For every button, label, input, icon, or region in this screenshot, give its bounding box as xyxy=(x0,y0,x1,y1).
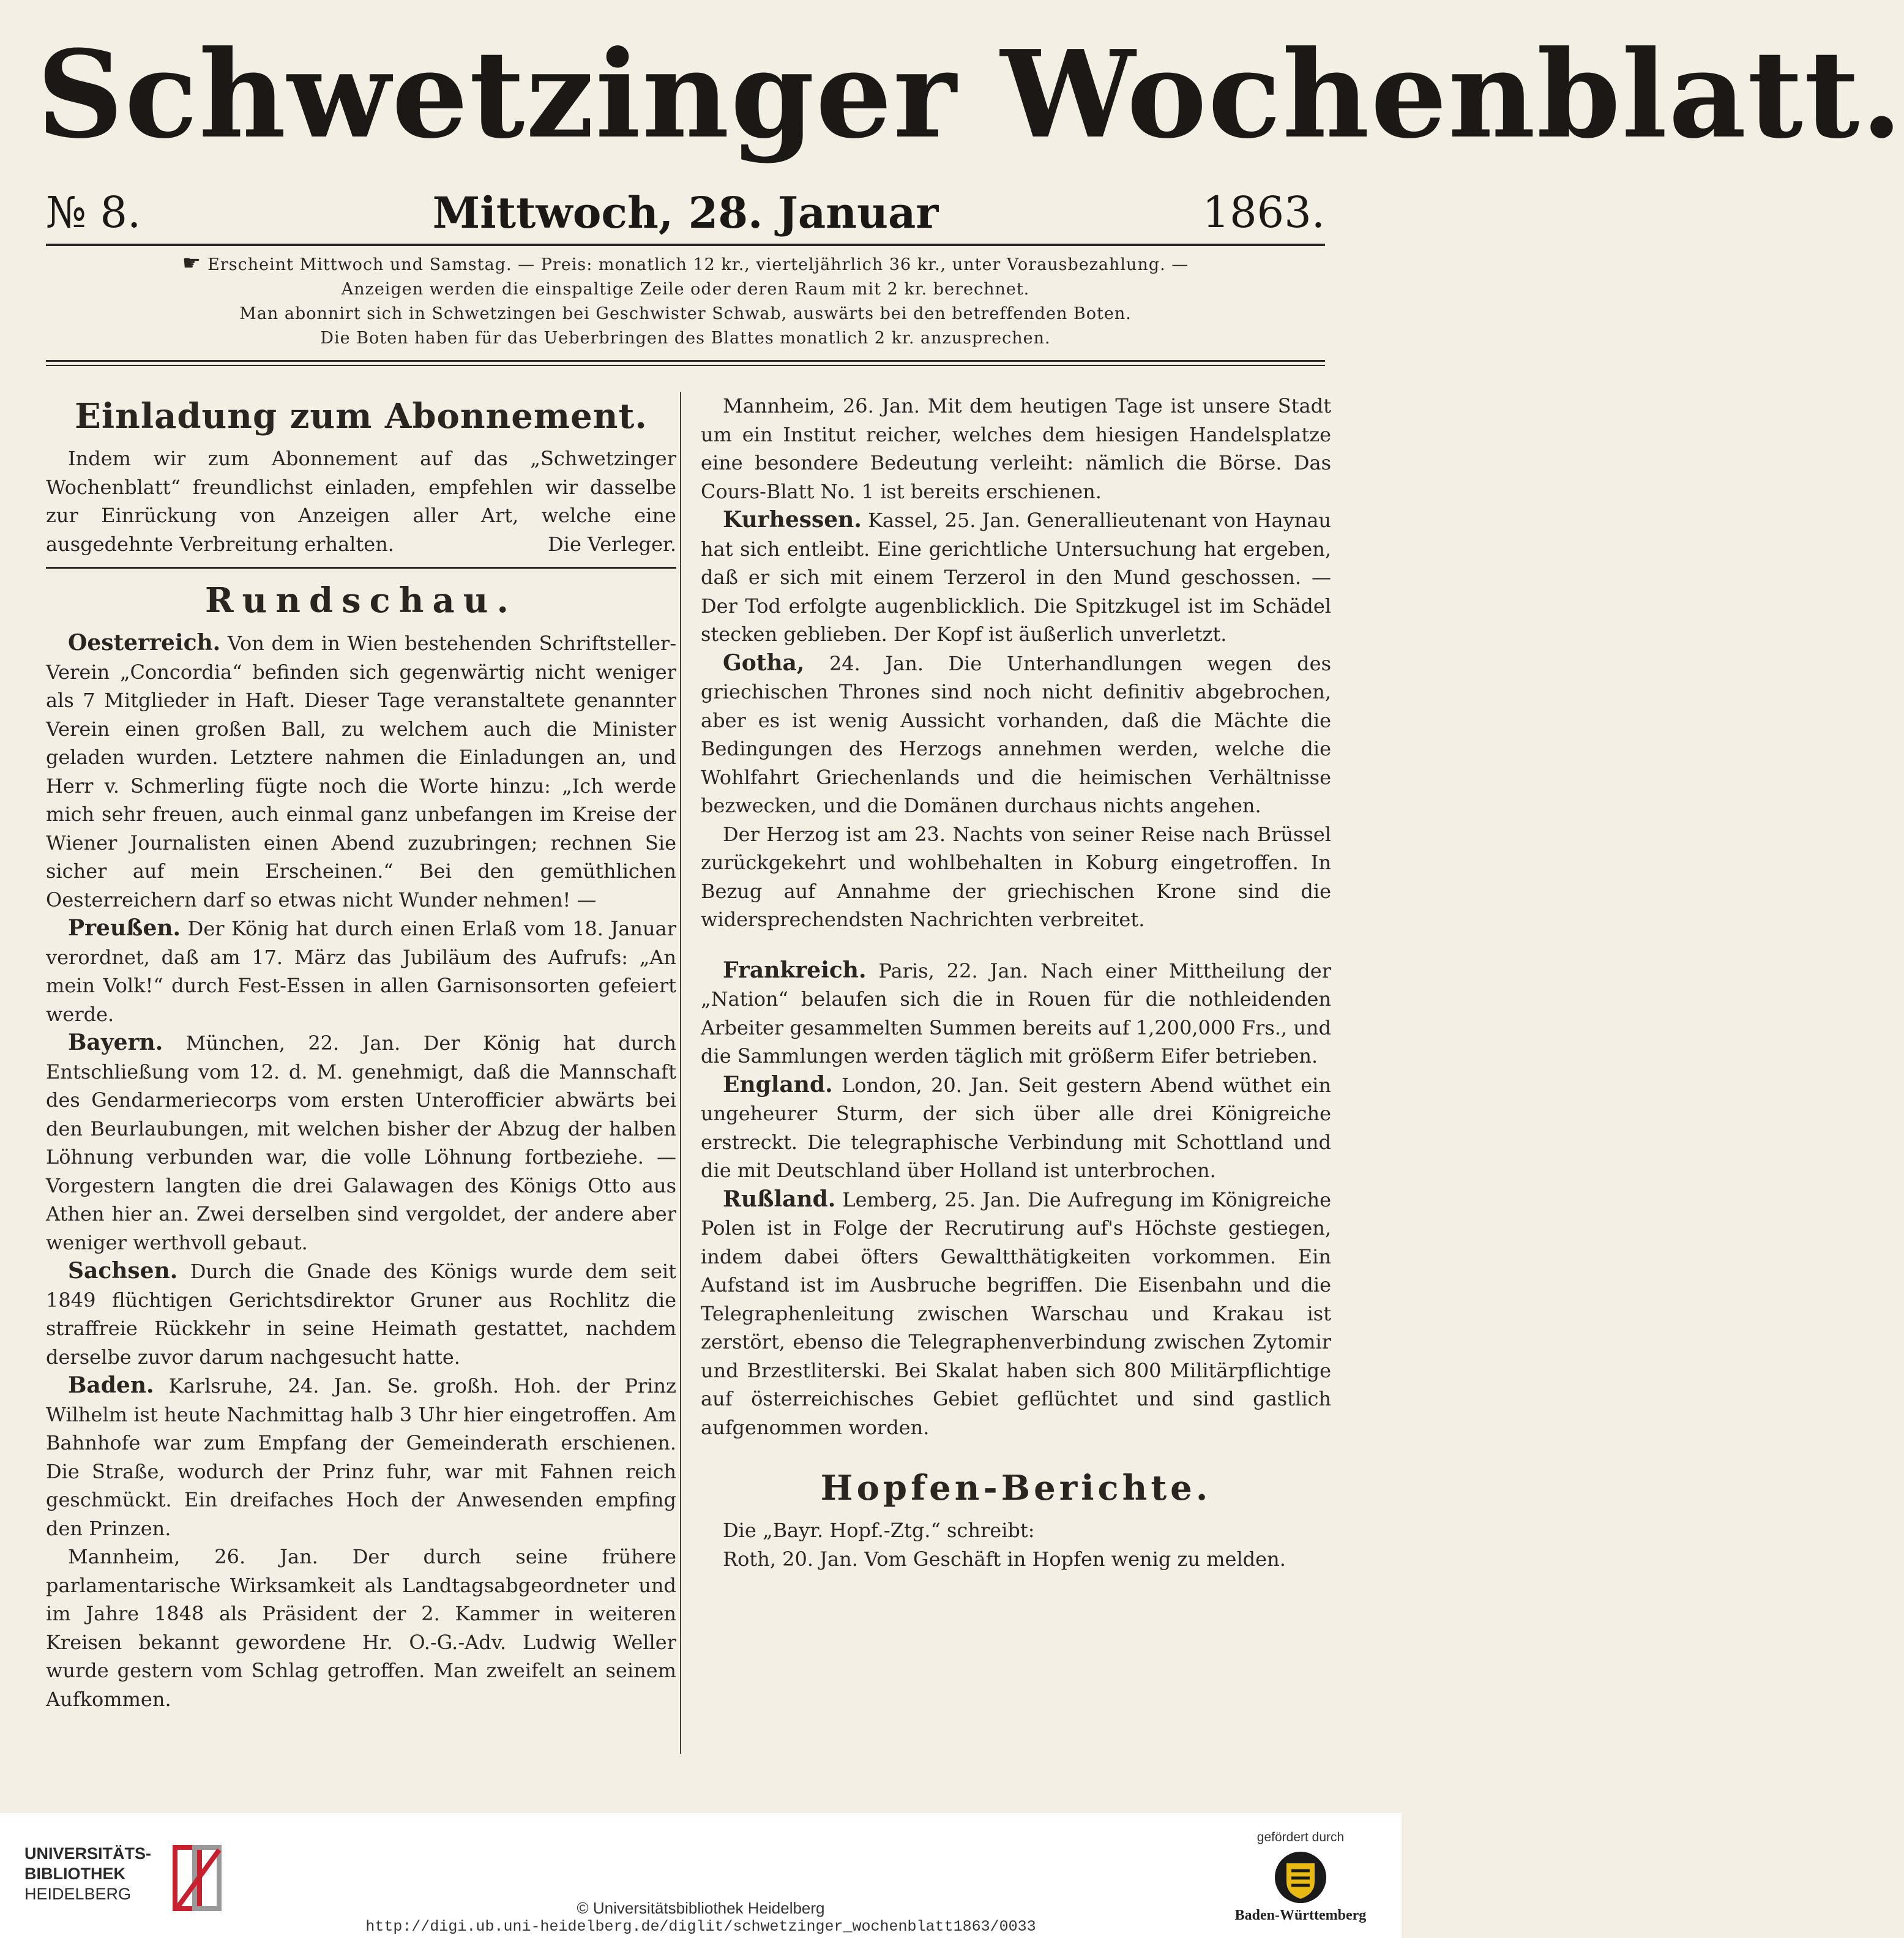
subscription-line-1: ☛ Erscheint Mittwoch und Samstag. — Preis: monatlich 12 kr., vierteljährlich 36 kr., unter Vorausbezahlung. — xyxy=(182,251,1189,275)
subscription-line-4: Die Boten haben für das Ueberbringen des Blattes monatlich 2 kr. anzusprechen. xyxy=(320,329,1051,348)
header-rule-top xyxy=(46,360,1325,362)
label-frankreich: Frankreich. xyxy=(723,957,867,983)
column-divider xyxy=(680,392,681,1754)
article-baden: Baden. Karlsruhe, 24. Jan. Se. großh. Hoh. der Prinz Wilhelm ist heute Nachmittag halb 3 Uhr hier eingetroffen. Am Bahnhofe war zum Empfang der Gemeinderath erschienen. Die Straße, wodurch der Prinz fuhr, war mit Fahnen reich geschmückt. Ein dreifaches Hoch der Anwesenden empfing den Prinzen. xyxy=(46,1372,676,1540)
dateline xyxy=(46,184,1325,242)
hopfen-heading: Hopfen-Berichte. xyxy=(820,1468,1212,1508)
issue-number: № 8. xyxy=(46,187,141,238)
ub-logo-text: UNIVERSITÄTS- BIBLIOTHEK HEIDELBERG xyxy=(24,1844,152,1903)
spacer xyxy=(701,934,1331,956)
label-england: England. xyxy=(723,1071,833,1098)
funder-name: Baden-Württemberg xyxy=(1234,1907,1367,1923)
article-sachsen: Sachsen. Durch die Gnade des Königs wurde dem seit 1849 flüchtigen Gerichtsdirektor Gruner aus Rochlitz die straffreie Rückkehr in seine Heimath gestattet, nachdem derselbe zuvor darum nachgesucht hatte. xyxy=(46,1258,677,1369)
label-baden: Baden. xyxy=(68,1372,154,1398)
source-url[interactable]: http://digi.ub.uni-heidelberg.de/diglit/schwetzinger_wochenblatt1863/0033 xyxy=(365,1918,1036,1936)
label-gotha: Gotha, xyxy=(723,649,805,676)
header-rule-bottom xyxy=(46,365,1325,366)
pointing-hand-icon: ☛ xyxy=(182,251,202,275)
invite-heading: Einladung zum Abonnement. xyxy=(75,396,648,436)
invite-rule xyxy=(46,567,676,569)
dateline-rule xyxy=(46,244,1325,246)
hopfen-intro: Die „Bayr. Hopf.-Ztg.“ schreibt: xyxy=(723,1519,1035,1542)
funded-by-label: gefördert durch xyxy=(1256,1830,1345,1844)
masthead-title: Schwetzinger Wochenblatt. xyxy=(37,24,1904,165)
funder-logo[interactable] xyxy=(1218,1830,1383,1934)
article-england: England. London, 20. Jan. Seit gestern Abend wüthet ein ungeheurer Sturm, der sich über alle drei Königreiche erstreckt. Die telegraphische Verbindung mit Schottland und die mit Deutschland über Holland ist unterbrochen. xyxy=(701,1071,1332,1182)
label-kurhessen: Kurhessen. xyxy=(723,507,862,533)
label-bayern: Bayern. xyxy=(68,1030,163,1055)
spacer xyxy=(701,1442,1331,1464)
article-gotha: Gotha, 24. Jan. Die Unterhandlungen wegen des griechischen Thrones sind noch nicht definitiv abgebrochen, aber es ist wenig Aussicht vorhanden, daß die Mächte die Bedingungen des Herzogs annehmen werden, welche die Wohlfahrt Griechenlands und die heimischen Verhältnisse bezwecken, und die Domänen durchaus nichts angehen. xyxy=(701,649,1332,817)
bw-crest-icon xyxy=(1273,1850,1328,1905)
left-column xyxy=(46,392,676,1713)
digitization-footer xyxy=(0,1813,1402,1938)
subscription-line-2: Anzeigen werden die einspaltige Zeile oder deren Raum mit 2 kr. berechnet. xyxy=(341,280,1030,299)
label-oesterreich: Oesterreich. xyxy=(68,630,221,656)
issue-year: 1863. xyxy=(1202,187,1325,238)
article-preussen: Preußen. Der König hat durch einen Erlaß vom 18. Januar verordnet, daß am 17. März das Jubiläum des Aufrufs: „An mein Volk!“ durch Fest-Essen in allen Garnisonsorten gefeiert werde. xyxy=(46,915,677,1026)
subscription-line-3: Man abonnirt sich in Schwetzingen bei Geschwister Schwab, auswärts bei den betreffenden Boten. xyxy=(239,304,1132,323)
invite-paragraph: Indem wir zum Abonnement auf das „Schwetzinger Wochenblatt“ freundlichst einladen, empfehlen wir dasselbe zur Einrückung von Anzeigen aller Art, welche eine ausgedehnte Verbreitung erhalten. Die Verleger. xyxy=(46,444,676,558)
issue-date: Mittwoch, 28. Januar xyxy=(432,187,939,238)
right-column xyxy=(701,392,1331,1573)
label-russland: Rußland. xyxy=(723,1186,836,1212)
invite-signer: Die Verleger. xyxy=(548,532,676,556)
rundschau-heading: Rundschau. xyxy=(205,580,517,621)
article-herzog: Der Herzog ist am 23. Nachts von seiner Reise nach Brüssel zurückgekehrt und wohlbehalten in Koburg eingetroffen. In Bezug auf Annahme der griechischen Krone sind die widersprechendsten Nachrichten verbreitet. xyxy=(701,822,1331,931)
article-bayern: Bayern. München, 22. Jan. Der König hat durch Entschließung vom 12. d. M. genehmigt, daß die Mannschaft des Gendarmeriecorps vom ersten Unterofficier abwärts bei den Beurlaubungen, mit welchen bisher der Abzug der halben Löhnung verbunden war, die volle Löhnung fortbeziehe. — Vorgestern langten die drei Galawagen des Königs Otto aus Athen hier an. Zwei derselben sind vergoldet, der andere aber weniger werthvoll gebaut. xyxy=(46,1030,677,1254)
copyright-text: © Universitätsbibliothek Heidelberg xyxy=(577,1899,825,1917)
article-frankreich: Frankreich. Paris, 22. Jan. Nach einer Mittheilung der „Nation“ belaufen sich die in Rouen für die nothleidenden Arbeiter gesammelten Summen bereits auf 1,200,000 Frs., und die Sammlungen werden täglich mit größerm Eifer betrieben. xyxy=(701,957,1332,1068)
article-roth: Roth, 20. Jan. Vom Geschäft in Hopfen wenig zu melden. xyxy=(723,1547,1286,1571)
article-russland: Rußland. Lemberg, 25. Jan. Die Aufregung im Königreiche Polen ist in Folge der Recrutirung auf's Höchste gestiegen, indem dabei öfters Gewaltthätigkeiten vorkommen. Ein Aufstand ist im Ausbruche begriffen. Die Eisenbahn und die Telegraphenleitung zwischen Warschau und Krakau ist zerstört, ebenso die Telegraphenverbindung zwischen Zytomir und Brzestliterski. Bei Skalat haben sich 800 Militärpflichtige auf österreichisches Gebiet geflüchtet und sind gastlich aufgenommen worden. xyxy=(701,1186,1331,1439)
article-mannheim-weller: Mannheim, 26. Jan. Der durch seine frühere parlamentarische Wirksamkeit als Landtagsabgeordneter und im Jahre 1848 als Präsident der 2. Kammer in weiteren Kreisen bekannt gewordene Hr. O.-G.-Adv. Ludwig Weller wurde gestern vom Schlag getroffen. Man zweifelt an seinem Aufkommen. xyxy=(46,1545,676,1711)
article-oesterreich: Oesterreich. Von dem in Wien bestehenden Schriftsteller-Verein „Concordia“ befinden sich gegenwärtig nicht weniger als 7 Mitglieder in Haft. Dieser Tage veranstaltete genannter Verein einen großen Ball, zu welchem auch die Minister geladen wurden. Letztere nahmen die Einladungen an, und Herr v. Schmerling fügte noch die Worte hinzu: „Ich werde mich sehr freuen, auch einmal ganz unbefangen im Kreise der Wiener Journalisten einen Abend zuzubringen; rechnen Sie sicher auf mein Erscheinen.“ Bei den gemüthlichen Oesterreichern darf so etwas nicht Wunder nehmen! — xyxy=(46,630,677,911)
label-preussen: Preußen. xyxy=(68,915,181,941)
label-sachsen: Sachsen. xyxy=(68,1258,178,1284)
subscription-info xyxy=(43,251,1328,351)
article-mannheim-boerse: Mannheim, 26. Jan. Mit dem heutigen Tage ist unsere Stadt um ein Institut reicher, welches dem hiesigen Handelsplatze eine besondere Bedeutung verleiht: nämlich die Börse. Das Cours-Blatt No. 1 ist bereits erschienen. xyxy=(701,394,1331,503)
article-kurhessen: Kurhessen. Kassel, 25. Jan. Generallieutenant von Haynau hat sich entleibt. Eine gerichtliche Untersuchung hat ergeben, daß er sich mit einem Terzerol in den Mund geschossen. — Der Tod erfolgte augenblicklich. Die Spitzkugel ist im Schädel stecken geblieben. Der Kopf ist äußerlich unverletzt. xyxy=(701,507,1332,646)
